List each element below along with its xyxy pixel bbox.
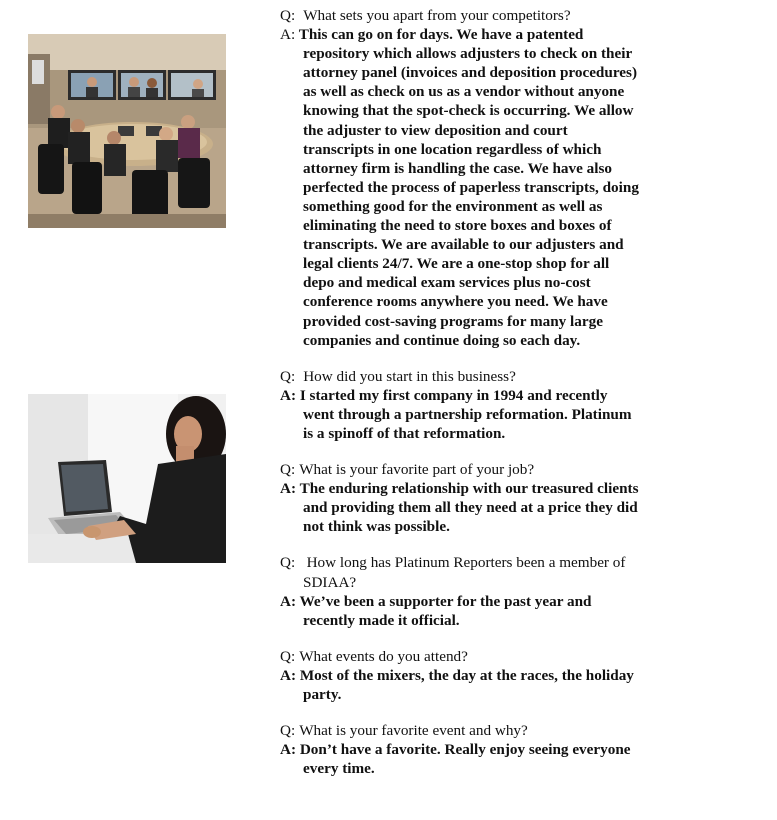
question-prefix: Q: [280, 554, 296, 572]
answer-prefix: A: [280, 592, 297, 610]
answer [280, 386, 640, 443]
answer-prefix: A: [280, 666, 297, 684]
question-prefix: Q: [280, 367, 296, 385]
question [280, 367, 640, 386]
question [280, 6, 640, 25]
answer-text: This can go on for days. We have a patented repository which allows adjusters to check on their attorney panel (invoices and deposition procedures) as well as check on us as a vendor without anyone knowing that the spot-check is occurring. We allow the adjuster to view deposition and court transcripts in one location regardless of which attorney firm is handling the case. We have also perfected the process of paperless transcripts, doing something good for the environment as well as eliminating the need to store boxes and boxes of transcripts. We are available to our adjusters and legal clients 24/7. We are a one-stop shop for all depo and medical exam services plus no-cost conference rooms anywhere you need. We have provided cost-saving programs for many large companies and continue doing so each day. [298, 26, 639, 349]
answer [280, 740, 640, 778]
answer-text: I started my first company in 1994 and recently went through a partnership reformation. Platinum is a spinoff of that reformation. [299, 386, 632, 442]
answer [280, 479, 640, 536]
question-text: What events do you attend? [299, 647, 468, 665]
answer-text: Most of the mixers, the day at the races, the holiday party. [299, 666, 634, 703]
qa-item [280, 647, 640, 704]
answer-text: We’ve been a supporter for the past year and recently made it official. [299, 592, 592, 629]
question-text: What is your favorite part of your job? [299, 461, 535, 479]
question-prefix: Q: [280, 722, 296, 740]
woman-at-laptop-photo [28, 394, 226, 563]
qa-item [280, 553, 640, 629]
question-text: How long has Platinum Reporters been a member of SDIAA? [303, 554, 626, 591]
question [280, 721, 640, 740]
answer-prefix: A: [280, 386, 297, 404]
qa-item [280, 367, 640, 443]
answer-prefix: A: [280, 741, 297, 759]
answer [280, 592, 640, 630]
question-text: How did you start in this business? [303, 367, 516, 385]
question-text: What is your favorite event and why? [299, 722, 528, 740]
question-prefix: Q: [280, 461, 296, 479]
question [280, 647, 640, 666]
answer-prefix: A: [280, 26, 296, 44]
question-text: What sets you apart from your competitors? [303, 7, 571, 24]
answer-text: Don’t have a favorite. Really enjoy seeing everyone every time. [299, 741, 631, 778]
interview-qa-column [280, 6, 640, 778]
answer-text: The enduring relationship with our treasured clients and providing them all they need at a price they did not think was possible. [299, 480, 639, 536]
answer [280, 25, 640, 350]
question [280, 460, 640, 479]
question [280, 553, 640, 591]
qa-item [280, 6, 640, 350]
question-prefix: Q: [280, 647, 296, 665]
qa-item [280, 721, 640, 778]
conference-room-photo [28, 34, 226, 228]
qa-item [280, 460, 640, 536]
question-prefix: Q: [280, 7, 296, 24]
answer [280, 666, 640, 704]
answer-prefix: A: [280, 480, 297, 498]
